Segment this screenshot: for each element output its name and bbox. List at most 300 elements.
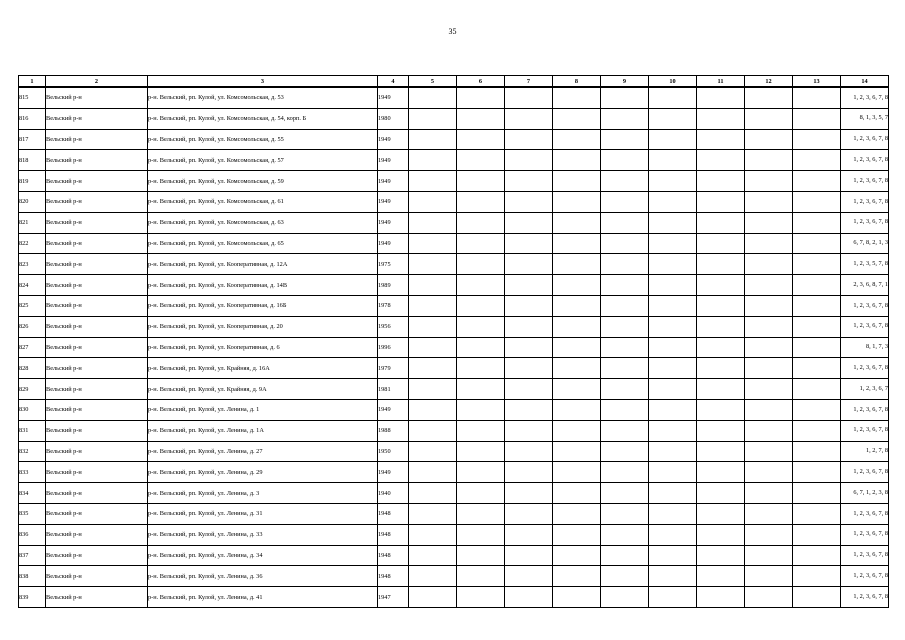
address-cell: р-н. Вельский, рп. Кулой, ул. Ленина, д. 1	[148, 399, 378, 420]
district-cell: Вельский р-н	[46, 295, 148, 316]
empty-cell	[553, 191, 601, 212]
empty-cell	[745, 295, 793, 316]
empty-cell	[409, 171, 457, 192]
empty-cell	[793, 337, 841, 358]
empty-cell	[649, 150, 697, 171]
empty-cell	[553, 358, 601, 379]
empty-cell	[793, 545, 841, 566]
empty-cell	[505, 399, 553, 420]
row-number-cell: 834	[19, 483, 46, 504]
table-row	[19, 524, 889, 545]
column-14-cell: 1, 2, 3, 6, 7	[841, 379, 889, 400]
year-cell: 1950	[378, 441, 409, 462]
empty-cell	[601, 108, 649, 129]
empty-cell	[745, 337, 793, 358]
table-row	[19, 587, 889, 608]
district-cell: Вельский р-н	[46, 129, 148, 150]
district-cell: Вельский р-н	[46, 483, 148, 504]
empty-cell	[697, 587, 745, 608]
empty-cell	[793, 399, 841, 420]
empty-cell	[697, 150, 745, 171]
empty-cell	[601, 337, 649, 358]
table-row	[19, 358, 889, 379]
column-14-cell: 1, 2, 3, 6, 7, 8	[841, 295, 889, 316]
empty-cell	[457, 87, 505, 108]
empty-cell	[601, 254, 649, 275]
district-cell: Вельский р-н	[46, 566, 148, 587]
empty-cell	[649, 503, 697, 524]
year-cell: 1949	[378, 212, 409, 233]
address-cell: р-н. Вельский, рп. Кулой, ул. Кооперативная, д. 14В	[148, 275, 378, 296]
empty-cell	[553, 150, 601, 171]
year-cell: 1949	[378, 233, 409, 254]
empty-cell	[601, 399, 649, 420]
empty-cell	[745, 441, 793, 462]
empty-cell	[457, 212, 505, 233]
empty-cell	[793, 150, 841, 171]
year-cell: 1980	[378, 108, 409, 129]
empty-cell	[601, 566, 649, 587]
district-cell: Вельский р-н	[46, 358, 148, 379]
empty-cell	[697, 212, 745, 233]
year-cell: 1949	[378, 191, 409, 212]
empty-cell	[553, 129, 601, 150]
empty-cell	[409, 87, 457, 108]
address-cell: р-н. Вельский, рп. Кулой, ул. Ленина, д. 29	[148, 462, 378, 483]
empty-cell	[697, 129, 745, 150]
empty-cell	[649, 587, 697, 608]
column-header: 13	[793, 76, 841, 88]
empty-cell	[649, 379, 697, 400]
empty-cell	[409, 275, 457, 296]
empty-cell	[697, 171, 745, 192]
row-number-cell: 838	[19, 566, 46, 587]
empty-cell	[553, 566, 601, 587]
year-cell: 1975	[378, 254, 409, 275]
empty-cell	[793, 524, 841, 545]
row-number-cell: 826	[19, 316, 46, 337]
empty-cell	[505, 566, 553, 587]
empty-cell	[505, 295, 553, 316]
column-14-cell: 1, 2, 3, 6, 7, 8	[841, 212, 889, 233]
empty-cell	[793, 295, 841, 316]
year-cell: 1979	[378, 358, 409, 379]
empty-cell	[649, 254, 697, 275]
district-cell: Вельский р-н	[46, 191, 148, 212]
address-cell: р-н. Вельский, рп. Кулой, ул. Кооперативная, д. 12А	[148, 254, 378, 275]
address-cell: р-н. Вельский, рп. Кулой, ул. Крайняя, д. 9А	[148, 379, 378, 400]
empty-cell	[553, 316, 601, 337]
empty-cell	[745, 358, 793, 379]
table-row	[19, 462, 889, 483]
empty-cell	[745, 566, 793, 587]
column-14-cell: 6, 7, 1, 2, 3, 8	[841, 483, 889, 504]
empty-cell	[409, 295, 457, 316]
empty-cell	[601, 587, 649, 608]
empty-cell	[793, 171, 841, 192]
empty-cell	[745, 171, 793, 192]
empty-cell	[697, 233, 745, 254]
empty-cell	[601, 171, 649, 192]
empty-cell	[457, 254, 505, 275]
empty-cell	[409, 337, 457, 358]
column-14-cell: 1, 2, 3, 6, 7, 8	[841, 87, 889, 108]
empty-cell	[457, 545, 505, 566]
empty-cell	[457, 462, 505, 483]
empty-cell	[553, 483, 601, 504]
table-row	[19, 379, 889, 400]
row-number-cell: 829	[19, 379, 46, 400]
empty-cell	[409, 399, 457, 420]
column-14-cell: 1, 2, 3, 6, 7, 8	[841, 150, 889, 171]
empty-cell	[649, 420, 697, 441]
empty-cell	[409, 441, 457, 462]
table-row	[19, 316, 889, 337]
table-row	[19, 295, 889, 316]
empty-cell	[505, 316, 553, 337]
empty-cell	[601, 275, 649, 296]
year-cell: 1948	[378, 545, 409, 566]
table-row	[19, 337, 889, 358]
empty-cell	[553, 87, 601, 108]
empty-cell	[409, 129, 457, 150]
empty-cell	[697, 254, 745, 275]
empty-cell	[697, 87, 745, 108]
empty-cell	[793, 503, 841, 524]
empty-cell	[505, 337, 553, 358]
empty-cell	[457, 233, 505, 254]
column-header: 9	[601, 76, 649, 88]
empty-cell	[553, 337, 601, 358]
row-number-cell: 818	[19, 150, 46, 171]
address-cell: р-н. Вельский, рп. Кулой, ул. Комсомольская, д. 61	[148, 191, 378, 212]
table-row	[19, 441, 889, 462]
year-cell: 1949	[378, 87, 409, 108]
empty-cell	[793, 275, 841, 296]
empty-cell	[793, 254, 841, 275]
address-cell: р-н. Вельский, рп. Кулой, ул. Кооперативная, д. 20	[148, 316, 378, 337]
year-cell: 1949	[378, 462, 409, 483]
district-cell: Вельский р-н	[46, 233, 148, 254]
empty-cell	[409, 587, 457, 608]
empty-cell	[457, 358, 505, 379]
row-number-cell: 830	[19, 399, 46, 420]
empty-cell	[409, 483, 457, 504]
column-14-cell: 1, 2, 3, 6, 7, 8	[841, 358, 889, 379]
empty-cell	[601, 295, 649, 316]
empty-cell	[793, 316, 841, 337]
empty-cell	[697, 483, 745, 504]
address-cell: р-н. Вельский, рп. Кулой, ул. Комсомольская, д. 57	[148, 150, 378, 171]
empty-cell	[457, 316, 505, 337]
district-cell: Вельский р-н	[46, 420, 148, 441]
address-cell: р-н. Вельский, рп. Кулой, ул. Ленина, д. 31	[148, 503, 378, 524]
empty-cell	[505, 358, 553, 379]
empty-cell	[793, 566, 841, 587]
row-number-cell: 837	[19, 545, 46, 566]
row-number-cell: 828	[19, 358, 46, 379]
district-cell: Вельский р-н	[46, 108, 148, 129]
column-header: 11	[697, 76, 745, 88]
column-14-cell: 2, 3, 6, 8, 7, 1	[841, 275, 889, 296]
address-cell: р-н. Вельский, рп. Кулой, ул. Кооперативная, д. 6	[148, 337, 378, 358]
empty-cell	[649, 358, 697, 379]
empty-cell	[649, 129, 697, 150]
empty-cell	[793, 420, 841, 441]
empty-cell	[601, 545, 649, 566]
empty-cell	[745, 108, 793, 129]
empty-cell	[697, 358, 745, 379]
empty-cell	[745, 462, 793, 483]
district-cell: Вельский р-н	[46, 316, 148, 337]
row-number-cell: 816	[19, 108, 46, 129]
column-header: 3	[148, 76, 378, 88]
row-number-cell: 817	[19, 129, 46, 150]
column-header: 10	[649, 76, 697, 88]
empty-cell	[793, 462, 841, 483]
empty-cell	[697, 275, 745, 296]
empty-cell	[457, 108, 505, 129]
empty-cell	[505, 483, 553, 504]
address-cell: р-н. Вельский, рп. Кулой, ул. Ленина, д. 27	[148, 441, 378, 462]
address-cell: р-н. Вельский, рп. Кулой, ул. Кооперативная, д. 16Б	[148, 295, 378, 316]
district-cell: Вельский р-н	[46, 441, 148, 462]
empty-cell	[505, 212, 553, 233]
row-number-cell: 836	[19, 524, 46, 545]
year-cell: 1949	[378, 399, 409, 420]
empty-cell	[553, 254, 601, 275]
empty-cell	[649, 87, 697, 108]
empty-cell	[697, 566, 745, 587]
table-row	[19, 108, 889, 129]
year-cell: 1948	[378, 503, 409, 524]
column-header: 4	[378, 76, 409, 88]
column-14-cell: 1, 2, 3, 6, 7, 8	[841, 503, 889, 524]
empty-cell	[553, 420, 601, 441]
year-cell: 1981	[378, 379, 409, 400]
empty-cell	[793, 191, 841, 212]
empty-cell	[601, 483, 649, 504]
empty-cell	[745, 129, 793, 150]
address-cell: р-н. Вельский, рп. Кулой, ул. Ленина, д. 34	[148, 545, 378, 566]
empty-cell	[601, 233, 649, 254]
table-row	[19, 171, 889, 192]
empty-cell	[553, 399, 601, 420]
year-cell: 1996	[378, 337, 409, 358]
table-row	[19, 212, 889, 233]
address-cell: р-н. Вельский, рп. Кулой, ул. Комсомольская, д. 53	[148, 87, 378, 108]
year-cell: 1948	[378, 524, 409, 545]
column-14-cell: 1, 2, 7, 8	[841, 441, 889, 462]
empty-cell	[649, 316, 697, 337]
empty-cell	[409, 379, 457, 400]
year-cell: 1989	[378, 275, 409, 296]
empty-cell	[553, 545, 601, 566]
empty-cell	[409, 316, 457, 337]
empty-cell	[745, 275, 793, 296]
empty-cell	[745, 87, 793, 108]
empty-cell	[793, 129, 841, 150]
empty-cell	[553, 108, 601, 129]
empty-cell	[409, 233, 457, 254]
empty-cell	[649, 212, 697, 233]
column-header: 14	[841, 76, 889, 88]
empty-cell	[505, 87, 553, 108]
column-header: 2	[46, 76, 148, 88]
table-row	[19, 191, 889, 212]
table-row	[19, 566, 889, 587]
empty-cell	[745, 503, 793, 524]
empty-cell	[553, 503, 601, 524]
empty-cell	[457, 129, 505, 150]
empty-cell	[457, 191, 505, 212]
column-14-cell: 1, 2, 3, 6, 7, 8	[841, 545, 889, 566]
row-number-cell: 815	[19, 87, 46, 108]
empty-cell	[601, 379, 649, 400]
empty-cell	[457, 337, 505, 358]
address-cell: р-н. Вельский, рп. Кулой, ул. Комсомольская, д. 65	[148, 233, 378, 254]
year-cell: 1949	[378, 171, 409, 192]
address-cell: р-н. Вельский, рп. Кулой, ул. Комсомольская, д. 63	[148, 212, 378, 233]
empty-cell	[697, 295, 745, 316]
district-cell: Вельский р-н	[46, 337, 148, 358]
row-number-cell: 822	[19, 233, 46, 254]
address-cell: р-н. Вельский, рп. Кулой, ул. Комсомольская, д. 59	[148, 171, 378, 192]
empty-cell	[553, 379, 601, 400]
empty-cell	[553, 462, 601, 483]
empty-cell	[505, 150, 553, 171]
district-cell: Вельский р-н	[46, 87, 148, 108]
empty-cell	[649, 233, 697, 254]
empty-cell	[649, 441, 697, 462]
empty-cell	[649, 462, 697, 483]
empty-cell	[649, 108, 697, 129]
table-body	[19, 87, 889, 607]
district-cell: Вельский р-н	[46, 524, 148, 545]
table-row	[19, 503, 889, 524]
district-cell: Вельский р-н	[46, 399, 148, 420]
empty-cell	[793, 87, 841, 108]
empty-cell	[457, 150, 505, 171]
empty-cell	[409, 545, 457, 566]
empty-cell	[697, 420, 745, 441]
empty-cell	[793, 233, 841, 254]
address-cell: р-н. Вельский, рп. Кулой, ул. Крайняя, д. 16А	[148, 358, 378, 379]
empty-cell	[409, 462, 457, 483]
empty-cell	[409, 191, 457, 212]
empty-cell	[649, 524, 697, 545]
empty-cell	[505, 545, 553, 566]
empty-cell	[649, 337, 697, 358]
column-header: 6	[457, 76, 505, 88]
empty-cell	[697, 379, 745, 400]
district-cell: Вельский р-н	[46, 379, 148, 400]
empty-cell	[697, 337, 745, 358]
empty-cell	[601, 191, 649, 212]
empty-cell	[697, 399, 745, 420]
column-14-cell: 1, 2, 3, 6, 7, 8	[841, 587, 889, 608]
empty-cell	[409, 108, 457, 129]
empty-cell	[793, 212, 841, 233]
year-cell: 1949	[378, 150, 409, 171]
empty-cell	[601, 212, 649, 233]
column-14-cell: 1, 2, 3, 6, 7, 8	[841, 462, 889, 483]
year-cell: 1948	[378, 566, 409, 587]
empty-cell	[505, 441, 553, 462]
empty-cell	[457, 399, 505, 420]
header-row	[19, 76, 889, 88]
table-row	[19, 483, 889, 504]
empty-cell	[409, 420, 457, 441]
row-number-cell: 819	[19, 171, 46, 192]
empty-cell	[697, 524, 745, 545]
empty-cell	[649, 191, 697, 212]
empty-cell	[601, 150, 649, 171]
table-row	[19, 87, 889, 108]
row-number-cell: 833	[19, 462, 46, 483]
table-row	[19, 254, 889, 275]
empty-cell	[649, 566, 697, 587]
year-cell: 1947	[378, 587, 409, 608]
empty-cell	[553, 212, 601, 233]
column-14-cell: 8, 1, 7, 3	[841, 337, 889, 358]
empty-cell	[793, 358, 841, 379]
empty-cell	[745, 524, 793, 545]
empty-cell	[505, 462, 553, 483]
empty-cell	[457, 524, 505, 545]
empty-cell	[505, 233, 553, 254]
column-14-cell: 1, 2, 3, 6, 7, 8	[841, 420, 889, 441]
empty-cell	[601, 524, 649, 545]
district-cell: Вельский р-н	[46, 171, 148, 192]
table-row	[19, 420, 889, 441]
register-table	[18, 75, 889, 608]
empty-cell	[505, 420, 553, 441]
empty-cell	[505, 379, 553, 400]
empty-cell	[505, 171, 553, 192]
empty-cell	[793, 108, 841, 129]
empty-cell	[553, 233, 601, 254]
empty-cell	[745, 399, 793, 420]
row-number-cell: 839	[19, 587, 46, 608]
empty-cell	[697, 191, 745, 212]
column-14-cell: 1, 2, 3, 6, 7, 8	[841, 566, 889, 587]
row-number-cell: 825	[19, 295, 46, 316]
address-cell: р-н. Вельский, рп. Кулой, ул. Ленина, д. 3	[148, 483, 378, 504]
empty-cell	[409, 524, 457, 545]
empty-cell	[745, 379, 793, 400]
empty-cell	[505, 587, 553, 608]
empty-cell	[553, 171, 601, 192]
row-number-cell: 835	[19, 503, 46, 524]
row-number-cell: 823	[19, 254, 46, 275]
district-cell: Вельский р-н	[46, 275, 148, 296]
empty-cell	[457, 483, 505, 504]
empty-cell	[601, 420, 649, 441]
empty-cell	[409, 150, 457, 171]
page-number: 35	[448, 27, 457, 36]
district-cell: Вельский р-н	[46, 212, 148, 233]
column-14-cell: 1, 2, 3, 6, 7, 8	[841, 399, 889, 420]
empty-cell	[793, 379, 841, 400]
row-number-cell: 824	[19, 275, 46, 296]
district-cell: Вельский р-н	[46, 462, 148, 483]
empty-cell	[409, 254, 457, 275]
empty-cell	[793, 483, 841, 504]
empty-cell	[505, 524, 553, 545]
column-14-cell: 8, 1, 3, 5, 7	[841, 108, 889, 129]
year-cell: 1978	[378, 295, 409, 316]
